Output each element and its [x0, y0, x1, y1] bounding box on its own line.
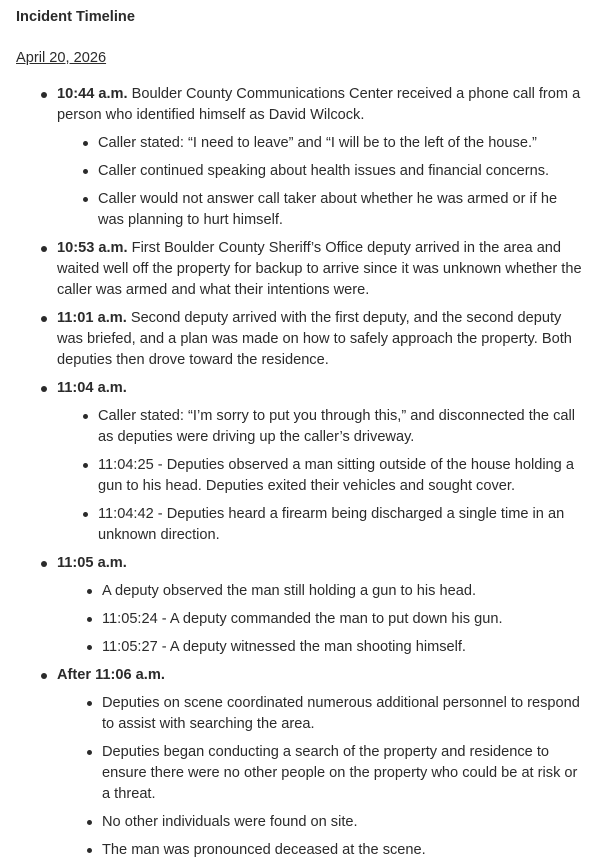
event-detail: Caller would not answer call taker about whether he was armed or if he was planning to hurt himself.: [57, 189, 584, 231]
timeline-event-1104: [16, 378, 584, 546]
event-detail: Caller continued speaking about health issues and financial concerns.: [57, 161, 584, 182]
event-detail-list: [57, 581, 584, 658]
event-detail: Deputies began conducting a search of the property and residence to ensure there were no other people on the property who could be at risk or a threat.: [57, 742, 584, 805]
page-title: Incident Timeline: [16, 9, 135, 25]
event-time: 10:53 a.m.: [57, 240, 128, 256]
timeline-event-1053: [16, 238, 584, 301]
event-detail: The man was pronounced deceased at the scene.: [57, 840, 584, 861]
event-detail-list: [57, 406, 584, 546]
event-detail: Deputies on scene coordinated numerous additional personnel to respond to assist with searching the area.: [57, 693, 584, 735]
event-detail: Caller stated: “I need to leave” and “I will be to the left of the house.”: [57, 133, 584, 154]
event-detail-list: [57, 693, 584, 861]
timeline-event-1101: [16, 308, 584, 371]
event-detail: Caller stated: “I’m sorry to put you through this,” and disconnected the call as deputies were driving up the caller’s driveway.: [57, 406, 584, 448]
timeline-event-1044: [16, 84, 584, 231]
event-detail: 11:04:42 - Deputies heard a firearm being discharged a single time in an unknown direction.: [57, 504, 584, 546]
event-detail: 11:05:24 - A deputy commanded the man to put down his gun.: [57, 609, 584, 630]
timeline-event-1105: [16, 553, 584, 658]
event-text: Boulder County Communications Center received a phone call from a person who identified himself as David Wilcock.: [57, 86, 581, 123]
event-time: 11:05 a.m.: [57, 555, 127, 571]
event-detail: 11:04:25 - Deputies observed a man sitting outside of the house holding a gun to his head. Deputies exited their vehicles and sought cover.: [57, 455, 584, 497]
timeline-date: April 20, 2026: [16, 50, 107, 66]
event-detail: A deputy observed the man still holding a gun to his head.: [57, 581, 584, 602]
event-detail-list: [57, 133, 584, 231]
event-detail: 11:05:27 - A deputy witnessed the man shooting himself.: [57, 637, 584, 658]
event-detail: No other individuals were found on site.: [57, 812, 584, 833]
event-time: 11:04 a.m.: [57, 380, 127, 396]
event-time: 11:01 a.m.: [57, 310, 127, 326]
event-text: First Boulder County Sheriff’s Office deputy arrived in the area and waited well off the property for backup to arrive since it was unknown whether the caller was armed and what their intentions were.: [57, 240, 582, 298]
event-text: Second deputy arrived with the first deputy, and the second deputy was briefed, and a plan was made on how to safely approach the property. Both deputies then drove toward the residence.: [57, 310, 572, 368]
event-time: 10:44 a.m.: [57, 86, 128, 102]
event-time: After 11:06 a.m.: [57, 667, 165, 683]
timeline-event-after-1106: [16, 665, 584, 861]
timeline-event-list: [16, 84, 584, 861]
